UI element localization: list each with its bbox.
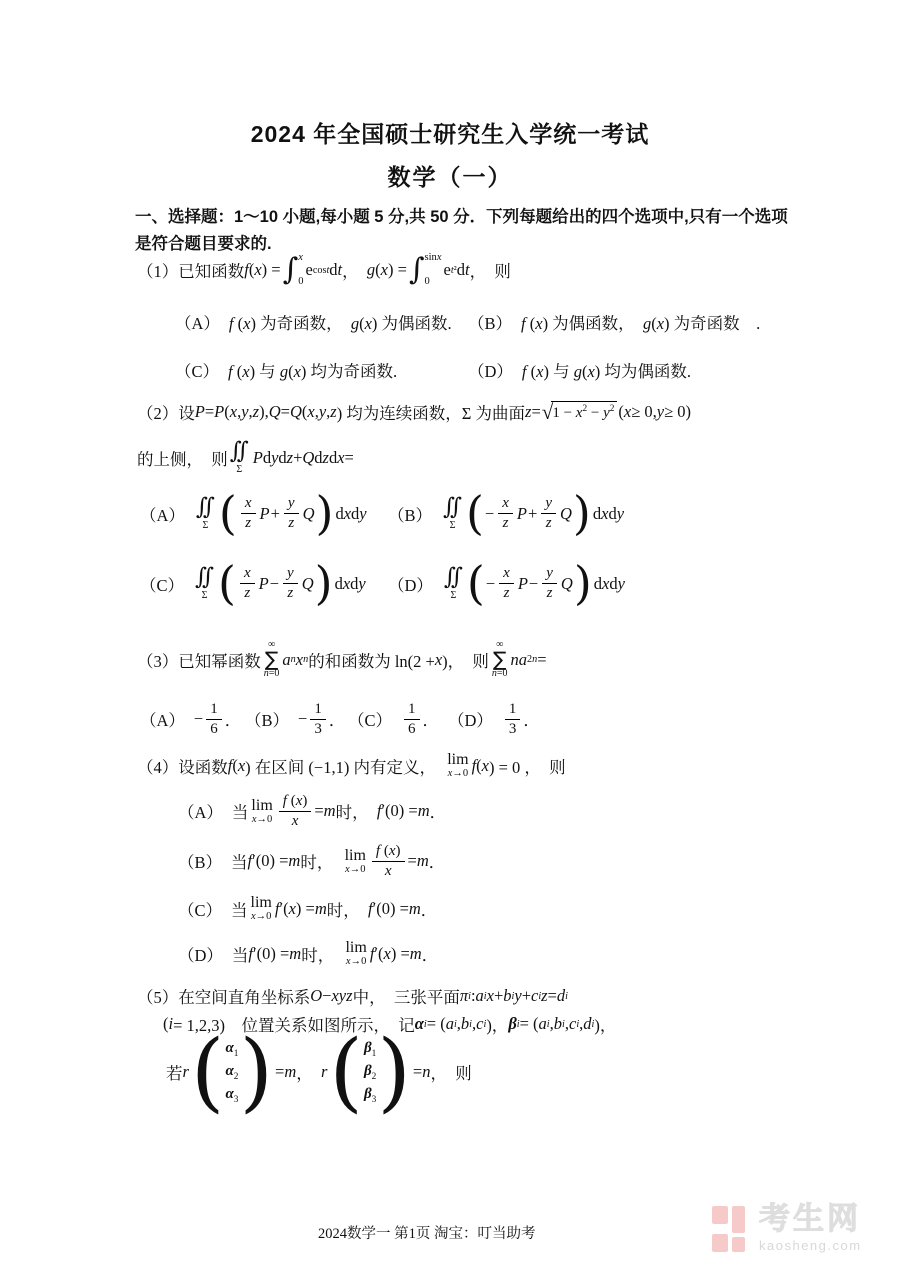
page-footer: 2024数学一 第1页 淘宝：叮当助考	[318, 1226, 536, 1242]
question-5-stem-line2: ( i = 1,2,3) 位置关系如图所示， 记 α i = ( a i , b i , c i )， β i = ( a i , b i , c i , d i )，	[163, 1014, 617, 1035]
option-label: （A）	[178, 803, 223, 823]
question-2-option-b	[388, 486, 625, 540]
option-text: ∫∫ Σ ( $\frac{x}{z}$ P − $\frac{y}{z}$ Q ) dxdy	[195, 556, 366, 610]
question-1-option-c	[175, 358, 397, 382]
question-5-stem-line3: 若 r ( $\alpha_1$ $\alpha_2$ $\alpha_3$ ) = m ， r ( $\beta_1$ $\beta_2$ $\beta_3$ ) = n ， 则	[166, 1022, 472, 1122]
logo-block	[712, 1234, 728, 1252]
option-text: f (x) 为奇函数， g(x) 为偶函数.	[228, 314, 452, 333]
option-label: （D）	[448, 711, 493, 731]
option-label: （C）	[140, 575, 185, 595]
option-label: （D）	[178, 945, 223, 965]
option-text: ∫∫ Σ ( $\frac{x}{z}$ P + $\frac{y}{z}$ Q ) dxdy	[195, 486, 367, 540]
option-label: （B）	[468, 314, 513, 333]
section-heading-line2: 是符合题目要求的.	[135, 235, 272, 253]
question-2-option-a	[140, 486, 367, 540]
question-4-stem: （4）设函数 f ( x ) 在区间 (−1,1) 内有定义， lim x→0 f ( x ) = 0 ， 则	[137, 751, 566, 779]
option-label: （D）	[468, 362, 513, 381]
option-text: f (x) 为偶函数， g(x) 为奇函数 .	[521, 314, 761, 333]
option-text: 当 f ′(0) = m 时， lim x→0 f ′( x ) = m ．	[231, 939, 439, 967]
option-text: 当 lim x→0 f ′( x ) = m 时， f ′(0) = m ．	[231, 894, 438, 922]
question-4-option-b	[178, 842, 445, 881]
question-3-option-c	[348, 700, 439, 739]
option-text: 当 f ′(0) = m 时， lim x→0 $\frac{f (x)}{x}$ = m ．	[231, 843, 446, 879]
watermark-text	[759, 1203, 862, 1253]
kaosheng-logo-icon	[712, 1206, 748, 1254]
question-2-stem-line1: （2）设 P = P ( x , y , z ), Q = Q ( x , y , z ) 均为连续函数，Σ 为曲面 z = √ $1 - x^2 - y^2$ ( x ≥ 0, y ≥ 0)	[137, 399, 692, 424]
option-label: （A）	[140, 711, 185, 731]
question-3-option-a	[140, 700, 241, 739]
option-label: （C）	[348, 711, 393, 731]
option-text: f (x) 与 g(x) 均为偶函数.	[521, 362, 692, 381]
question-2-stem-line2: 的上侧， 则 ∫∫ Σ P d y d z + Q d z d x =	[137, 438, 354, 475]
option-text: − $\frac{1}{3}$ ．	[298, 701, 346, 737]
logo-block	[712, 1206, 728, 1224]
option-label: （A）	[140, 505, 185, 525]
watermark-domain: kaosheng.com	[759, 1238, 862, 1253]
question-1-option-a	[175, 310, 452, 334]
option-label: （B）	[388, 505, 433, 525]
question-3-stem: （3）已知幂函数 ∞ ∑ n=0 a n x n 的和函数为 ln(2 + x )， 则 ∞ ∑ n=0 na 2n =	[137, 639, 547, 679]
question-3-option-b	[245, 700, 345, 739]
logo-block	[732, 1206, 745, 1233]
logo-block	[732, 1237, 745, 1252]
option-label: （C）	[178, 900, 223, 920]
watermark-brand: 考生网	[759, 1201, 861, 1236]
question-2-option-d	[388, 556, 625, 610]
option-label: （B）	[245, 711, 290, 731]
kaosheng-watermark	[712, 1203, 862, 1254]
question-4-option-c	[178, 895, 437, 923]
option-text: ∫∫ Σ ( − $\frac{x}{z}$ P + $\frac{y}{z}$ Q ) dxdy	[443, 486, 625, 540]
question-1-stem: （1）已知函数 f ( x ) = ∫ x 0 e cost d t ， g ( x ) = ∫ sinx 0 e t² d t ， 则	[137, 252, 511, 287]
question-1-option-d	[468, 358, 691, 382]
section-heading-line1: 一、选择题：1～10 小题,每小题 5 分,共 50 分．下列每题给出的四个选项中,只有一个选项	[135, 208, 788, 226]
option-text: $\frac{1}{3}$ ．	[502, 700, 540, 739]
option-text: − $\frac{1}{6}$ ．	[193, 701, 242, 737]
option-label: （B）	[178, 853, 223, 873]
question-1-option-b	[468, 310, 760, 334]
question-4-option-a	[178, 792, 446, 831]
question-4-option-d	[178, 940, 438, 968]
option-text: 当 lim x→0 $\frac{f (x)}{x}$ = m 时， f ′(0) = m ．	[231, 793, 447, 829]
option-text: ∫∫ Σ ( − $\frac{x}{z}$ P − $\frac{y}{z}$ Q ) dxdy	[443, 556, 625, 610]
question-3-option-d	[448, 700, 540, 739]
option-text: $\frac{1}{6}$ ．	[401, 700, 439, 739]
page-subtitle: 数学（一）	[387, 164, 513, 190]
option-label: （D）	[388, 575, 433, 595]
question-2-option-c	[140, 556, 366, 610]
option-label: （A）	[175, 314, 220, 333]
option-label: （C）	[175, 362, 220, 381]
question-5-stem-line1: （5）在空间直角坐标系 O − xyz 中， 三张平面 π i : a i x + b i y + c i z = d i	[137, 986, 568, 1007]
option-text: f (x) 与 g(x) 均为奇函数.	[228, 362, 398, 381]
page-title: 2024 年全国硕士研究生入学统一考试	[250, 121, 650, 147]
